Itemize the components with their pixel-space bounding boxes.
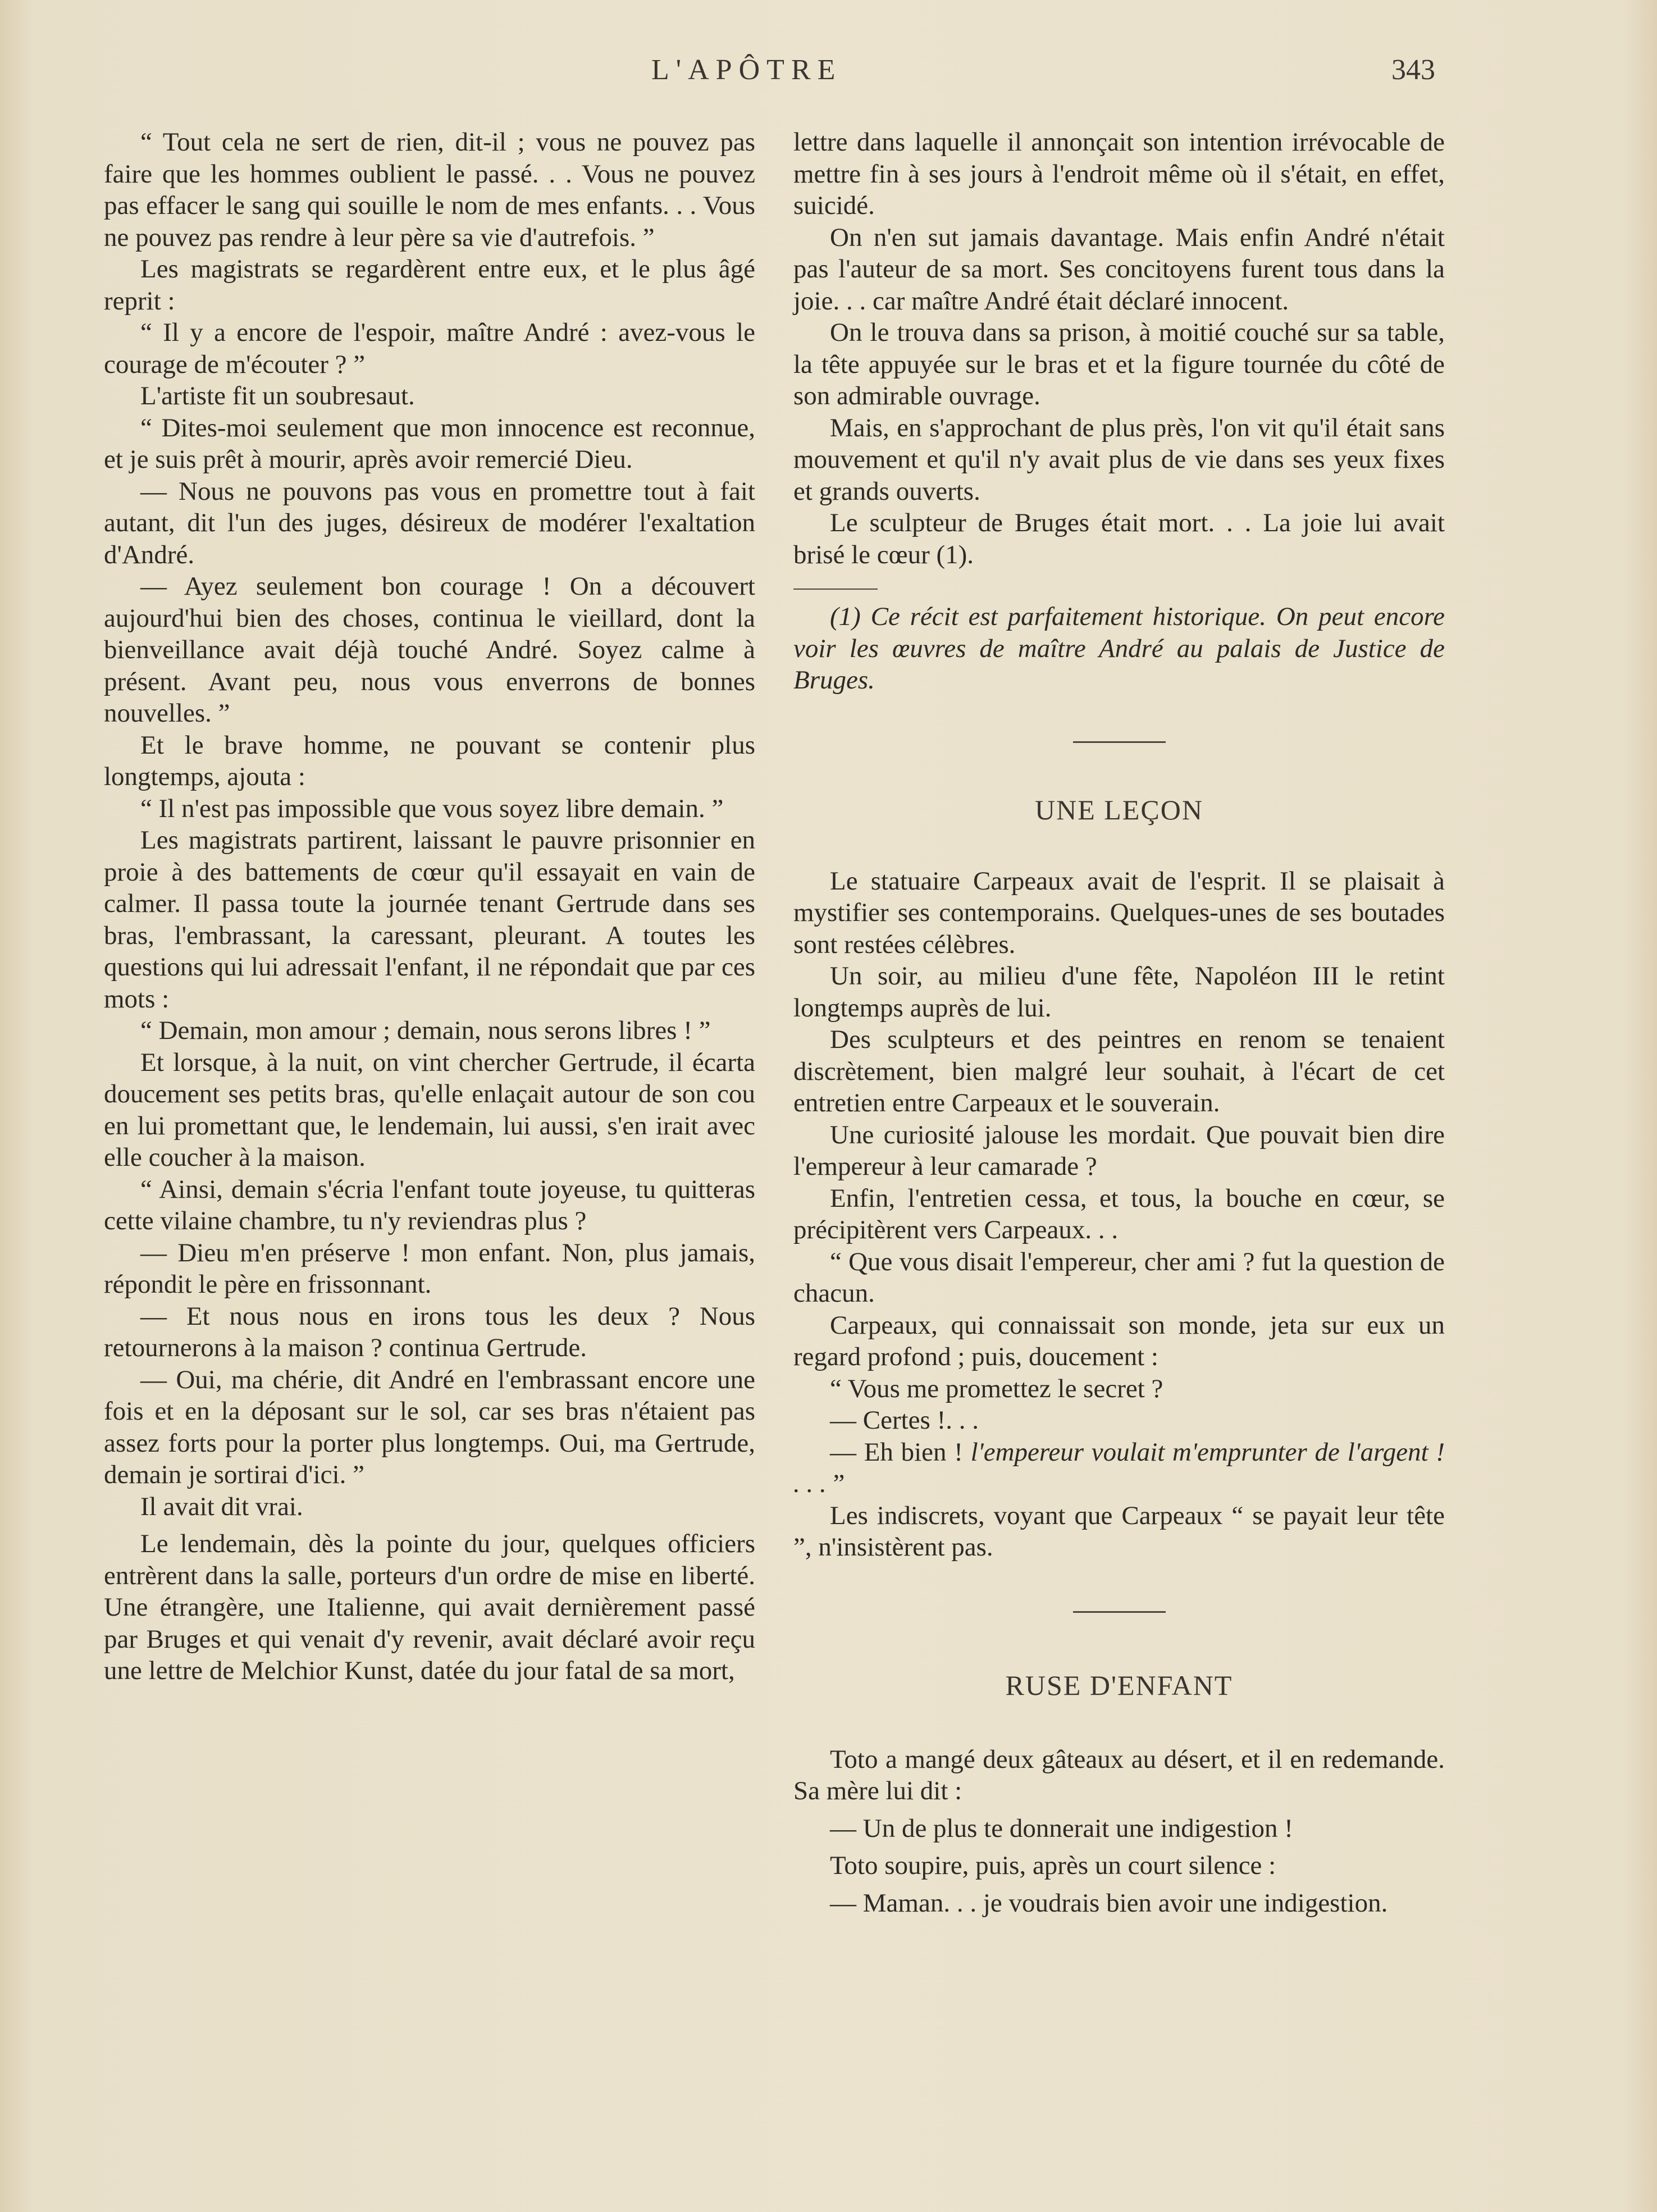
running-title: L'APÔTRE <box>651 54 842 86</box>
paragraph: lettre dans laquelle il annonçait son intention irrévocable de mettre fin à ses jours à l'endroit même où il s'était, en effet, suicidé. <box>793 127 1445 220</box>
paragraph: Les magistrats partirent, laissant le pauvre prisonnier en proie à des battements de cœur qu'il essayait en vain de calmer. Il passa toute la journée tenant Gertrude dans ses bras, l'embrassant, la caressant, pleurant. A toutes les questions qui lui adressait l'enfant, il ne répondait que par ces mots : <box>104 825 755 1014</box>
eh-bien-italic: l'empereur voulait m'emprunter de l'argent ! . . . <box>793 1437 1445 1498</box>
paragraph: Et le brave homme, ne pouvant se contenir plus longtemps, ajouta : <box>104 730 755 791</box>
paragraph-eh-bien <box>793 1436 1445 1500</box>
paragraph: Toto a mangé deux gâteaux au désert, et il en redemande. Sa mère lui dit : <box>793 1744 1445 1805</box>
paragraph: On le trouva dans sa prison, à moitié couché sur sa table, la tête appuyée sur le bras et et la figure tournée du côté de son admirable ouvrage. <box>793 318 1445 411</box>
section-title-lecon: UNE LEÇON <box>1035 793 1203 825</box>
paragraph: — Ayez seulement bon courage ! On a découvert aujourd'hui bien des choses, continua le vieillard, dont la bienveillance avait déjà touché André. Soyez calme à présent. Avant peu, nous vous enverrons de bonnes nouvelles. ” <box>104 572 755 728</box>
paragraph: Enfin, l'entretien cessa, et tous, la bouche en cœur, se précipitèrent vers Carpeaux. . . <box>793 1183 1445 1244</box>
paragraph: — Et nous nous en irons tous les deux ? Nous retournerons à la maison ? continua Gertrude. <box>104 1301 755 1362</box>
paragraph: — Oui, ma chérie, dit André en l'embrassant encore une fois et en la déposant sur le sol, car ses bras n'étaient pas assez forts pour la porter plus longtemps. Oui, ma Gertrude, demain je sortirai d'ici. ” <box>104 1365 755 1489</box>
paragraph: Et lorsque, à la nuit, on vint chercher Gertrude, il écarta doucement ses petits bras, qu'elle enlaçait autour de son cou en lui promettant que, le lendemain, lui aussi, s'en irait avec elle coucher à la maison. <box>104 1047 755 1172</box>
paragraph: “ Dites-moi seulement que mon innocence est reconnue, et je suis prêt à mourir, après avoir remercié Dieu. <box>104 413 755 474</box>
paragraph: Toto soupire, puis, après un court silence : <box>830 1851 1276 1880</box>
running-head <box>0 53 1657 98</box>
page-number: 343 <box>1391 54 1435 86</box>
paragraph: — Certes !. . . <box>830 1406 979 1435</box>
paragraph: Les indiscrets, voyant que Carpeaux “ se payait leur tête ”, n'insistèrent pas. <box>793 1500 1445 1562</box>
paragraph: Les magistrats se regardèrent entre eux, et le plus âgé reprit : <box>104 254 755 316</box>
section-title-ruse: RUSE D'ENFANT <box>1005 1669 1233 1701</box>
paragraph: Mais, en s'approchant de plus près, l'on vit qu'il était sans mouvement et qu'il n'y avait plus de vie dans ses yeux fixes et grands ouverts. <box>793 413 1445 506</box>
paragraph: L'artiste fit un soubresaut. <box>140 381 415 411</box>
eh-bien-suffix: ” <box>833 1469 845 1498</box>
paragraph: Le lendemain, dès la pointe du jour, quelques officiers entrèrent dans la salle, porteurs d'un ordre de mise en liberté. Une étrangère, une Italienne, qui avait dernièrement passé par Bruges et qui venait d'y revenir, avait déclaré avoir reçu une lettre de Melchior Kunst, datée du jour fatal de sa mort, <box>104 1529 755 1685</box>
section-separator <box>1073 741 1166 743</box>
paragraph: — Dieu m'en préserve ! mon enfant. Non, plus jamais, répondit le père en frissonnant. <box>104 1238 755 1299</box>
eh-bien-prefix: — Eh bien ! <box>830 1437 971 1467</box>
paragraph: Carpeaux, qui connaissait son monde, jeta sur eux un regard profond ; puis, doucement : <box>793 1310 1445 1371</box>
paragraph: “ Vous me promettez le secret ? <box>830 1374 1163 1403</box>
left-column <box>104 126 755 1687</box>
paragraph: Un soir, au milieu d'une fête, Napoléon III le retint longtemps auprès de lui. <box>793 961 1445 1023</box>
section-separator <box>1073 1611 1166 1613</box>
paragraph: — Un de plus te donnerait une indigestion ! <box>830 1813 1293 1843</box>
footnote: (1) Ce récit est parfaitement historique. On peut encore voir les œuvres de maître André au palais de Justice de Bruges. <box>793 602 1445 695</box>
footnote-rule <box>793 589 878 590</box>
right-column <box>793 126 1445 1919</box>
paragraph: “ Que vous disait l'empereur, cher ami ? fut la question de chacun. <box>793 1247 1445 1308</box>
paragraph: Le statuaire Carpeaux avait de l'esprit. Il se plaisait à mystifier ses contemporains. Quelques-unes de ses boutades sont restées célèbres. <box>793 866 1445 959</box>
paragraph: “ Il n'est pas impossible que vous soyez libre demain. ” <box>140 793 724 823</box>
paragraph: On n'en sut jamais davantage. Mais enfin André n'était pas l'auteur de sa mort. Ses concitoyens furent tous dans la joie. . . car maître André était déclaré innocent. <box>793 222 1445 316</box>
paragraph: “ Il y a encore de l'espoir, maître André : avez-vous le courage de m'écouter ? ” <box>104 318 755 379</box>
paragraph: “ Tout cela ne sert de rien, dit-il ; vous ne pouvez pas faire que les hommes oublient le passé. . . Vous ne pouvez pas effacer le sang qui souille le nom de mes enfants. . . Vous ne pouvez pas rendre à leur père sa vie d'autrefois. ” <box>104 127 755 252</box>
paragraph: — Nous ne pouvons pas vous en promettre tout à fait autant, dit l'un des juges, désireux de modérer l'exaltation d'André. <box>104 476 755 569</box>
paragraph: Il avait dit vrai. <box>140 1492 303 1521</box>
paragraph: Une curiosité jalouse les mordait. Que pouvait bien dire l'empereur à leur camarade ? <box>793 1120 1445 1181</box>
paragraph: — Maman. . . je voudrais bien avoir une indigestion. <box>830 1888 1388 1918</box>
paragraph: Des sculpteurs et des peintres en renom se tenaient discrètement, bien malgré leur souhait, à l'écart de cet entretien entre Carpeaux et le souverain. <box>793 1025 1445 1118</box>
paragraph: “ Ainsi, demain s'écria l'enfant toute joyeuse, tu quitteras cette vilaine chambre, tu n'y reviendras plus ? <box>104 1174 755 1235</box>
paragraph: “ Demain, mon amour ; demain, nous serons libres ! ” <box>140 1016 711 1045</box>
paragraph: Le sculpteur de Bruges était mort. . . La joie lui avait brisé le cœur (1). <box>793 508 1445 569</box>
